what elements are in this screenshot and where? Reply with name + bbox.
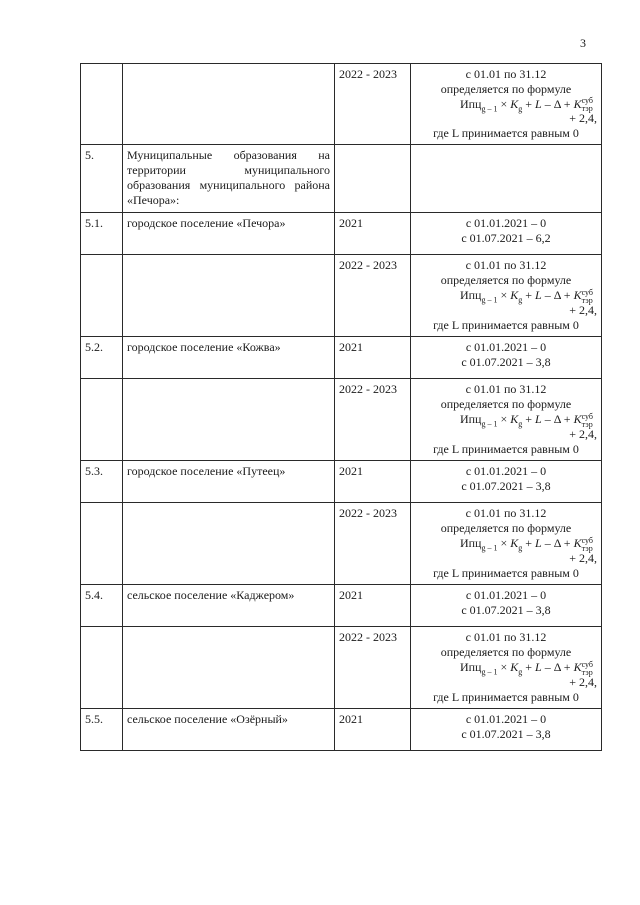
- formula-op: ×: [497, 288, 511, 303]
- formula-op: +: [522, 412, 536, 427]
- row-number-cell: [81, 255, 123, 337]
- value-cell: [411, 503, 602, 585]
- table-row: [81, 709, 602, 751]
- formula-k2-sub: тэр: [581, 419, 593, 429]
- municipality-name-cell: городское поселение «Путеец»: [123, 461, 335, 503]
- value-cell: [411, 379, 602, 461]
- table-row: [81, 255, 602, 337]
- formula-op: +: [522, 288, 536, 303]
- value-line: где L принимается равным 0: [433, 565, 579, 580]
- value-line: определяется по формуле: [440, 273, 572, 288]
- value-cell: [411, 255, 602, 337]
- municipality-name-cell: [123, 255, 335, 337]
- formula-lead-sub: g – 1: [481, 419, 498, 429]
- formula-op: – Δ +: [541, 536, 574, 551]
- value-line: с 01.01.2021 – 0: [465, 588, 547, 603]
- row-number-cell: 5.2.: [81, 337, 123, 379]
- formula-k2-sub: тэр: [581, 104, 593, 114]
- formula-k2: K: [573, 536, 582, 551]
- formula-k: K: [510, 97, 519, 111]
- period-cell: 2022 - 2023: [335, 503, 411, 585]
- municipality-name-cell: Муниципальные образования на территории муниципального образования муниципального района «Печора»:: [123, 145, 335, 213]
- row-number-cell: [81, 627, 123, 709]
- period-cell: 2021: [335, 461, 411, 503]
- municipality-name-cell: сельское поселение «Озёрный»: [123, 709, 335, 751]
- value-line: с 01.01 по 31.12: [465, 67, 547, 81]
- value-line: с 01.01 по 31.12: [465, 258, 547, 273]
- formula-k2-sup: суб: [581, 287, 593, 297]
- formula-op: +: [522, 97, 536, 111]
- table-row: [81, 461, 602, 503]
- formula-k2: K: [573, 412, 582, 427]
- period-cell: [335, 145, 411, 213]
- value-cell: [411, 213, 602, 255]
- formula-lead: Ипц: [459, 660, 482, 675]
- value-cell: [411, 145, 602, 213]
- value-line: с 01.01 по 31.12: [465, 506, 547, 521]
- formula-op: ×: [497, 536, 511, 551]
- table-row: [81, 337, 602, 379]
- formula-l: L: [535, 412, 542, 427]
- formula-op: ×: [497, 412, 511, 427]
- row-number-cell: 5.: [81, 145, 123, 213]
- formula-k2: K: [573, 660, 582, 675]
- municipality-name-cell: сельское поселение «Каджером»: [123, 585, 335, 627]
- formula-op: ×: [497, 660, 511, 675]
- formula-k-sub: g: [518, 419, 523, 429]
- value-line: с 01.07.2021 – 3,8: [461, 603, 551, 618]
- value-line: определяется по формуле: [440, 521, 572, 536]
- table-row: [81, 213, 602, 255]
- row-number-cell: 5.1.: [81, 213, 123, 255]
- formula-k2: K: [573, 97, 582, 111]
- formula-k-sub: g: [518, 543, 523, 553]
- value-cell: [411, 337, 602, 379]
- table-row: [81, 627, 602, 709]
- formula-k: K: [510, 288, 519, 303]
- formula-k-sub: g: [518, 295, 523, 305]
- value-cell: [411, 709, 602, 751]
- formula-l: L: [535, 536, 542, 551]
- municipality-name-cell: [123, 627, 335, 709]
- value-line: с 01.07.2021 – 3,8: [461, 727, 551, 742]
- value-line: с 01.01 по 31.12: [465, 382, 547, 397]
- formula-tail: + 2,4,: [569, 674, 597, 689]
- formula-lead: Ипц: [459, 288, 482, 303]
- formula-lead: Ипц: [459, 536, 482, 551]
- period-cell: 2021: [335, 213, 411, 255]
- formula-k: K: [510, 412, 519, 427]
- table-body: [81, 64, 602, 751]
- row-number-cell: [81, 64, 123, 145]
- value-line: с 01.07.2021 – 3,8: [461, 479, 551, 494]
- formula-k2-sup: суб: [581, 535, 593, 545]
- value-line: определяется по формуле: [440, 397, 572, 412]
- value-line: с 01.07.2021 – 6,2: [461, 231, 551, 246]
- period-cell: 2021: [335, 337, 411, 379]
- row-number-cell: [81, 379, 123, 461]
- formula-k-sub: g: [518, 104, 523, 114]
- formula-op: – Δ +: [541, 288, 574, 303]
- formula-k-sub: g: [518, 667, 523, 677]
- formula-k2-sup: суб: [581, 411, 593, 421]
- formula-k2-sub: тэр: [581, 295, 593, 305]
- formula-op: +: [522, 536, 536, 551]
- value-cell: [411, 585, 602, 627]
- formula-l: L: [535, 660, 542, 675]
- formula-lead-sub: g – 1: [481, 543, 498, 553]
- row-number-cell: 5.5.: [81, 709, 123, 751]
- formula-k: K: [510, 536, 519, 551]
- formula-k2-sub: тэр: [581, 543, 593, 553]
- value-line: где L принимается равным 0: [433, 126, 579, 141]
- period-cell: 2021: [335, 585, 411, 627]
- value-line: с 01.01.2021 – 0: [465, 340, 547, 355]
- value-line: определяется по формуле: [440, 645, 572, 660]
- formula-op: +: [522, 660, 536, 675]
- formula-tail: + 2,4,: [569, 302, 597, 317]
- value-line: с 01.01.2021 – 0: [465, 712, 547, 727]
- document-table: [80, 63, 602, 751]
- formula-k2-sub: тэр: [581, 667, 593, 677]
- value-line: где L принимается равным 0: [433, 689, 579, 704]
- period-cell: 2022 - 2023: [335, 627, 411, 709]
- table-row: [81, 379, 602, 461]
- row-number-cell: 5.4.: [81, 585, 123, 627]
- value-line: определяется по формуле: [440, 82, 572, 96]
- period-cell: 2022 - 2023: [335, 255, 411, 337]
- row-number-cell: [81, 503, 123, 585]
- row-number-cell: 5.3.: [81, 461, 123, 503]
- value-line: с 01.01.2021 – 0: [465, 464, 547, 479]
- formula-k2-sup: суб: [581, 659, 593, 669]
- formula-op: – Δ +: [541, 412, 574, 427]
- municipality-name-cell: [123, 64, 335, 145]
- formula-tail: + 2,4,: [569, 426, 597, 441]
- formula-lead-sub: g – 1: [481, 667, 498, 677]
- formula-op: – Δ +: [541, 97, 574, 111]
- formula-lead: Ипц: [459, 412, 482, 427]
- municipality-name-cell: городское поселение «Кожва»: [123, 337, 335, 379]
- value-line: где L принимается равным 0: [433, 317, 579, 332]
- table-row: [81, 64, 602, 145]
- period-cell: 2022 - 2023: [335, 64, 411, 145]
- formula-op: – Δ +: [541, 660, 574, 675]
- table-row: [81, 503, 602, 585]
- table-row: [81, 145, 602, 213]
- period-cell: 2021: [335, 709, 411, 751]
- value-line: где L принимается равным 0: [433, 441, 579, 456]
- formula-lead: Ипц: [459, 97, 482, 111]
- formula-k2: K: [573, 288, 582, 303]
- formula-k: K: [510, 660, 519, 675]
- value-cell: [411, 627, 602, 709]
- page-number: 3: [580, 36, 586, 50]
- municipality-name-cell: [123, 379, 335, 461]
- formula-l: L: [535, 97, 542, 111]
- formula-tail: + 2,4,: [569, 550, 597, 565]
- table-row: [81, 585, 602, 627]
- value-cell: [411, 461, 602, 503]
- period-cell: 2022 - 2023: [335, 379, 411, 461]
- municipality-name-cell: городское поселение «Печора»: [123, 213, 335, 255]
- value-line: с 01.01 по 31.12: [465, 630, 547, 645]
- formula-tail: + 2,4,: [569, 111, 597, 126]
- value-cell: [411, 64, 602, 145]
- formula-k2-sup: суб: [581, 96, 593, 106]
- formula-lead-sub: g – 1: [481, 295, 498, 305]
- formula-l: L: [535, 288, 542, 303]
- value-line: с 01.07.2021 – 3,8: [461, 355, 551, 370]
- municipality-name-cell: [123, 503, 335, 585]
- value-line: с 01.01.2021 – 0: [465, 216, 547, 231]
- formula-lead-sub: g – 1: [481, 104, 498, 114]
- formula-op: ×: [497, 97, 511, 111]
